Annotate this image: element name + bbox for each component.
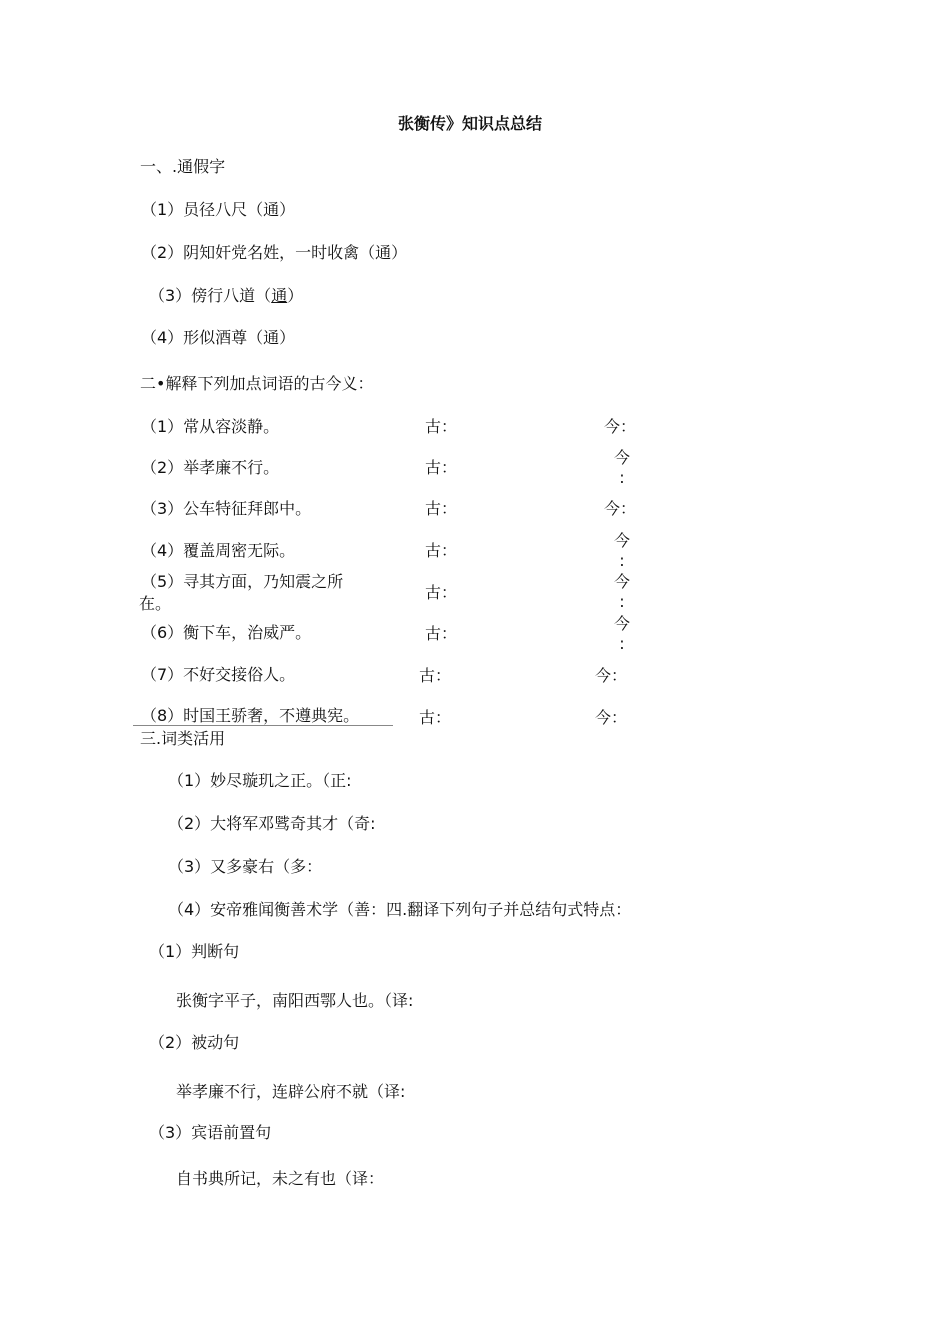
list-item: （7）不好交接俗人。: [141, 665, 296, 684]
list-item: （4）覆盖周密无际。: [141, 541, 296, 560]
list-item: （4）安帝雅闻衡善术学（善：四.翻译下列句子并总结句式特点：: [168, 900, 632, 919]
list-item-continuation: 在。: [139, 594, 172, 613]
gu-label: 古：: [425, 499, 458, 518]
gu-label: 古：: [425, 541, 458, 560]
list-item: （8）时国王骄奢，不遵典宪。: [141, 706, 360, 725]
jin-label: 今：: [595, 666, 628, 685]
list-item: （2）举孝廉不行。: [141, 458, 280, 477]
jin-label: 今：: [604, 499, 637, 518]
subheading-passive: （2）被动句: [149, 1033, 240, 1052]
gu-label: 古：: [425, 458, 458, 477]
divider-line: [133, 725, 393, 726]
jin-label: 今 :: [613, 531, 630, 570]
example-sentence: 自书典所记，未之有也（译：: [176, 1169, 385, 1188]
jin-label: 今：: [595, 708, 628, 727]
list-item: （2）大将军邓骘奇其才（奇:: [168, 814, 376, 833]
page-title: 张衡传》知识点总结: [398, 114, 543, 133]
gu-label: 古：: [425, 624, 458, 643]
jin-label: 今 :: [613, 572, 630, 611]
list-item: （3）又多豪右（多：: [168, 857, 323, 876]
list-item: （6）衡下车，治威严。: [141, 623, 312, 642]
list-item: （1）员径八尺（通）: [141, 200, 296, 219]
gu-label: 古：: [425, 583, 458, 602]
jin-label: 今：: [604, 417, 637, 436]
list-item: （4）形似酒尊（通）: [141, 328, 296, 347]
section-heading-1: 一、.通假字: [140, 157, 226, 176]
section-heading-3: 三.词类活用: [140, 729, 226, 748]
example-sentence: 张衡字平子，南阳西鄂人也。（译:: [176, 991, 414, 1010]
list-item: （3）傍行八道（通）: [149, 286, 304, 305]
subheading-object-fronting: （3）宾语前置句: [149, 1123, 272, 1142]
example-sentence: 举孝廉不行，连辟公府不就（译:: [176, 1082, 406, 1101]
gu-label: 古：: [419, 708, 452, 727]
jin-label: 今 :: [613, 448, 630, 487]
list-item: （5）寻其方面，乃知震之所: [141, 572, 344, 591]
jin-label: 今 :: [613, 614, 630, 653]
section-heading-2: 二•解释下列加点词语的古今义：: [140, 374, 374, 393]
gu-label: 古：: [419, 666, 452, 685]
gu-label: 古：: [425, 417, 458, 436]
list-item: （2）阴知奸党名姓，一时收禽（通）: [141, 243, 408, 262]
list-item: （3）公车特征拜郎中。: [141, 499, 312, 518]
list-item: （1）常从容淡静。: [141, 417, 280, 436]
list-item: （1）妙尽璇玑之正。（正:: [168, 771, 352, 790]
subheading-judgment: （1）判断句: [149, 942, 240, 961]
